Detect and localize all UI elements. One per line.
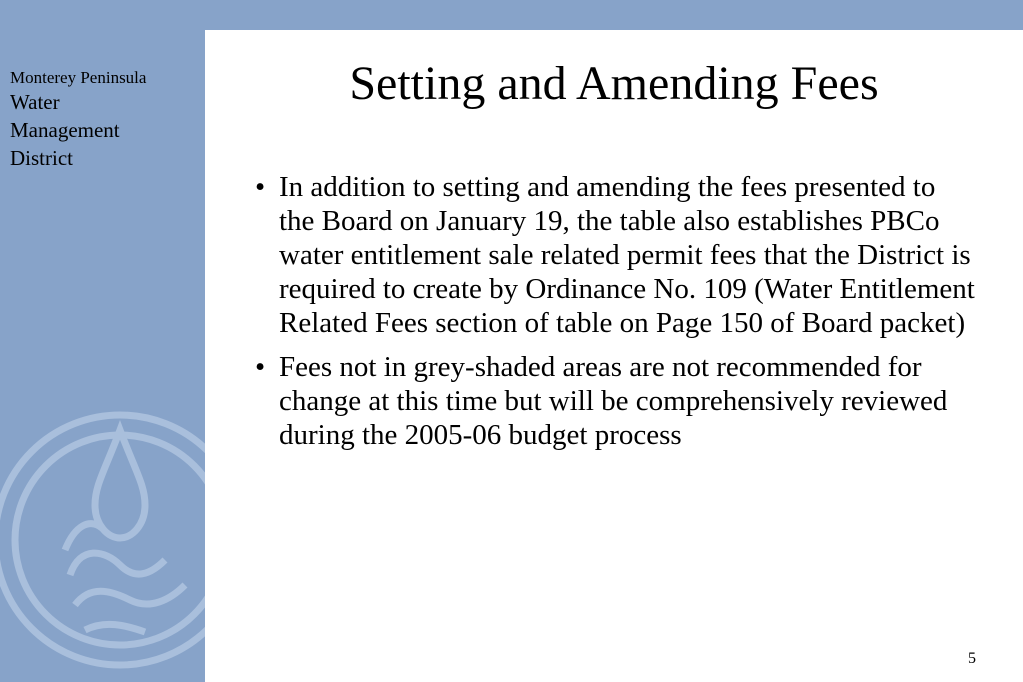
slide-content <box>205 30 1023 682</box>
bullet-text: In addition to setting and amending the fees presented to the Board on January 19, the table also establishes PBCo water entitlement sale related permit fees that the District is required to create by Ordinance No. 109 (Water Entitlement Related Fees section of table on Page 150 of Board packet) <box>279 171 975 339</box>
org-name-line-3: Management <box>10 118 120 143</box>
bullet-list <box>255 170 975 462</box>
bullet-icon: • <box>255 351 266 383</box>
bullet-text: Fees not in grey-shaded areas are not recommended for change at this time but will be comprehensively reviewed during the 2005-06 budget process <box>279 351 948 451</box>
water-drop-logo-icon <box>0 400 205 682</box>
bullet-icon: • <box>255 171 266 203</box>
slide-title: Setting and Amending Fees <box>349 57 879 110</box>
organization-name <box>10 68 146 172</box>
bullet-item <box>255 170 975 340</box>
page-number: 5 <box>968 650 976 667</box>
org-name-line-1: Monterey Peninsula <box>10 68 147 87</box>
bullet-item <box>255 350 975 452</box>
org-name-line-4: District <box>10 146 73 171</box>
org-name-line-2: Water <box>10 90 60 115</box>
sidebar <box>0 0 205 682</box>
